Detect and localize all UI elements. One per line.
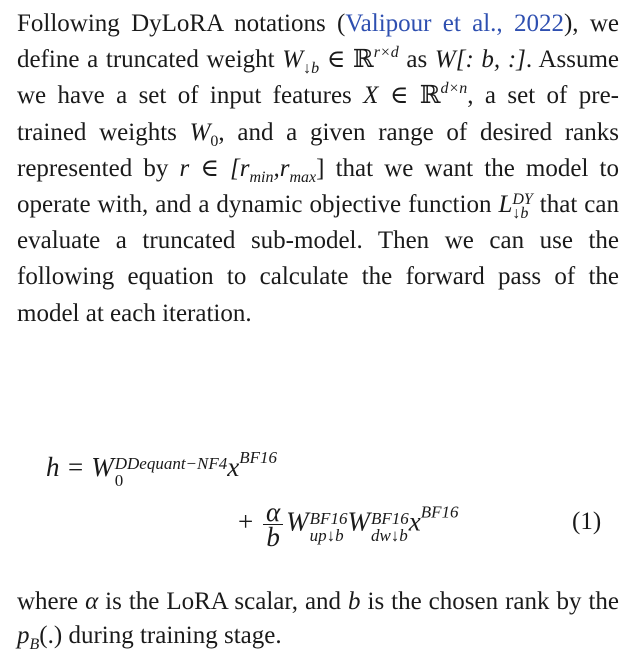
- body-text: as: [398, 46, 435, 74]
- paragraph-notation: [17, 6, 619, 332]
- eq-x-superscript: BF16: [239, 448, 278, 467]
- math-dim-rxd: r×d: [373, 44, 399, 62]
- eq-plus: +: [238, 506, 260, 537]
- eq-w0-superscript: DDequant−NF4: [114, 454, 228, 473]
- math-rank-range-mid: ,r: [273, 154, 290, 182]
- math-in-reals: ∈ ℝ: [378, 82, 441, 110]
- eq-fraction: [263, 497, 283, 552]
- eq-x2: x: [408, 506, 421, 537]
- body-text: where: [17, 588, 86, 615]
- math-objective-scripts: [512, 193, 532, 221]
- citation-link[interactable]: Valipour et al., 2022: [345, 10, 564, 37]
- body-text: , and a given range of desired ranks represented by: [17, 118, 620, 182]
- math-x: X: [363, 82, 379, 110]
- equation-number: (1): [572, 508, 602, 535]
- eq-x: x: [227, 452, 240, 482]
- math-in-reals: ∈ ℝ: [319, 46, 374, 74]
- body-text: . Assume we have a set of input features: [17, 46, 619, 110]
- body-text: ), we define a truncated weight: [17, 10, 619, 74]
- math-rmin-subscript: min: [249, 168, 274, 186]
- eq-w-dw-subscript: dw↓b: [370, 525, 408, 545]
- math-b: b: [348, 588, 361, 615]
- body-text: during training stage.: [62, 622, 282, 649]
- math-p: p: [17, 622, 30, 649]
- eq-w-dw-scripts: [371, 510, 409, 544]
- math-objective-superscript: DY: [512, 191, 533, 209]
- equation-line-2: [238, 497, 459, 552]
- math-objective-l: L: [498, 191, 513, 219]
- eq-w0-subscript: 0: [114, 471, 124, 490]
- math-p-arg: (.): [39, 622, 63, 649]
- math-w0: W: [189, 118, 211, 146]
- body-text: that we want the model to operate with, and a dynamic objective function: [17, 154, 619, 219]
- body-text: that can evaluate a truncated sub-model. Then we can use the following equation to calculate the forward pass of the model at each iteration.: [17, 191, 619, 327]
- eq-w0-scripts: [115, 455, 228, 489]
- math-p-subscript: B: [29, 636, 40, 653]
- math-w: W: [282, 46, 304, 74]
- math-objective-subscript: ↓b: [512, 205, 529, 223]
- eq-w-up: W: [286, 506, 309, 537]
- math-rank-range: r ∈ [r: [179, 154, 250, 182]
- body-text: , a set of pre-trained weights: [17, 82, 619, 146]
- eq-fraction-denominator: b: [266, 522, 280, 552]
- eq-w-up-superscript: BF16: [309, 508, 348, 528]
- math-rank-range-end: ]: [316, 154, 325, 182]
- equation-line-1: [46, 448, 278, 490]
- math-alpha: α: [85, 588, 99, 615]
- eq-w-up-scripts: [310, 510, 348, 544]
- paragraph-where: [17, 585, 619, 653]
- body-text: is the chosen rank by the: [360, 588, 619, 615]
- eq-fraction-numerator: α: [263, 500, 283, 525]
- math-w0-subscript: 0: [210, 132, 219, 150]
- eq-w-up-subscript: up↓b: [309, 525, 344, 545]
- eq-w-dw: W: [347, 506, 370, 537]
- eq-w0: W: [91, 452, 114, 482]
- math-rmax-subscript: max: [289, 168, 317, 186]
- eq-w-dw-superscript: BF16: [370, 508, 409, 528]
- math-w-subscript: ↓b: [303, 60, 320, 78]
- intro-text: Following DyLoRA notations (: [17, 10, 346, 37]
- eq-lhs: h =: [46, 452, 92, 482]
- eq-x2-superscript: BF16: [420, 502, 459, 522]
- math-truncation: W[: b, :]: [434, 46, 526, 74]
- math-dim-dxn: d×n: [440, 80, 468, 98]
- body-text: is the LoRA scalar, and: [98, 588, 349, 615]
